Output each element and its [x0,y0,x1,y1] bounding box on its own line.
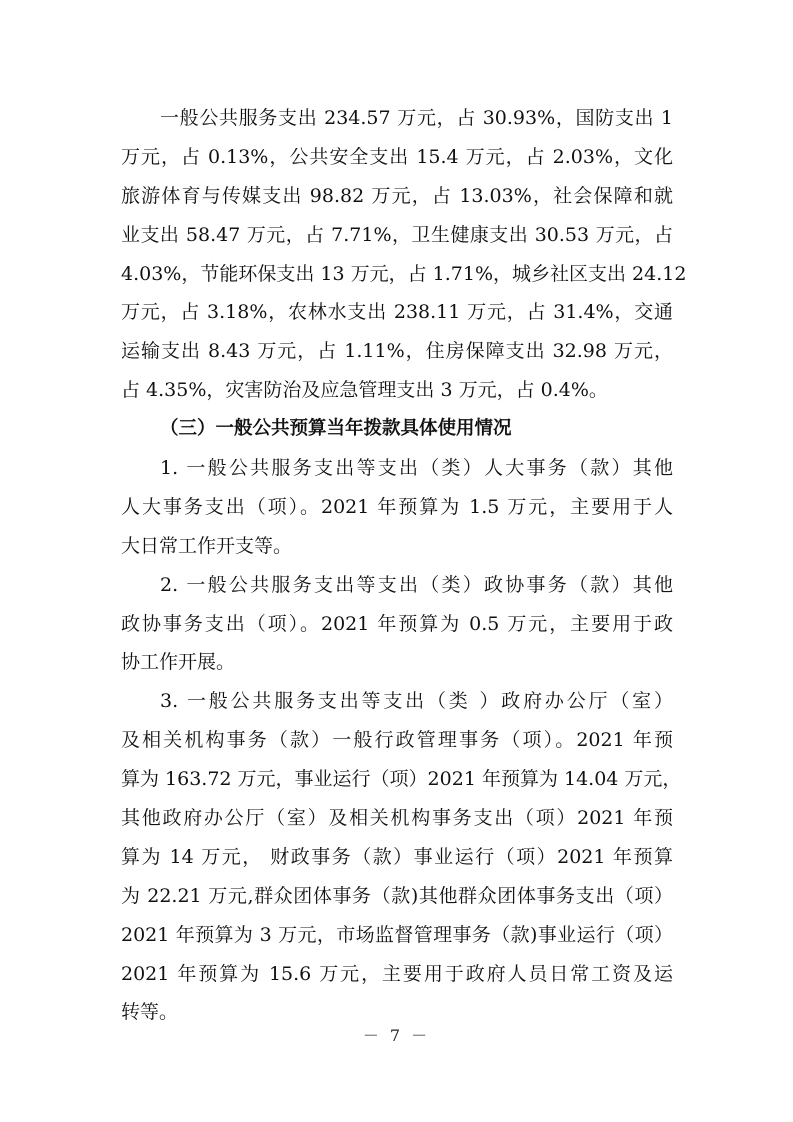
paragraph-line: 运输支出 8.43 万元，占 1.11%，住房保障支出 32.98 万元， [121,340,673,363]
paragraph-line: 算为 163.72 万元，事业运行（项）2021 年预算为 14.04 万元， [121,768,682,791]
paragraph-line: 万元，占 0.13%，公共安全支出 15.4 万元，占 2.03%，文化 [121,145,673,168]
paragraph-line: 为 22.21 万元,群众团体事务（款)其他群众团体事务支出（项） [121,884,673,907]
expenditure-summary-paragraph [121,99,687,410]
paragraph-line: 占 4.35%，灾害防治及应急管理支出 3 万元，占 0.4%。 [121,379,608,402]
paragraph-line: 4.03%，节能环保支出 13 万元，占 1.71%，城乡社区支出 24.12 [121,262,687,285]
paragraph-line: 3. 一般公共服务支出等支出（类 ）政府办公厅（室） [160,690,673,713]
paragraph-line: 万元，占 3.18%，农林水支出 238.11 万元，占 31.4%，交通 [121,301,673,324]
paragraph-line: 1. 一般公共服务支出等支出（类）人大事务（款）其他 [160,457,673,480]
paragraph-line: 及相关机构事务（款）一般行政管理事务（项）。2021 年预 [121,729,673,752]
paragraph-line: 转等。 [121,1001,179,1024]
paragraph-line: 大日常工作开支等。 [121,534,293,557]
paragraph-line: 政协事务支出（项）。2021 年预算为 0.5 万元，主要用于政 [121,612,673,635]
item-1-paragraph [121,449,673,566]
paragraph-line: 2021 年预算为 3 万元，市场监督管理事务（款)事业运行（项） [121,923,673,946]
item-3-paragraph [121,682,682,1032]
paragraph-line: 2. 一般公共服务支出等支出（类）政协事务（款）其他 [160,573,673,596]
paragraph-line: 2021 年预算为 15.6 万元，主要用于政府人员日常工资及运 [121,962,673,985]
paragraph-line: 旅游体育与传媒支出 98.82 万元，占 13.03%，社会保障和就 [121,184,673,207]
section-heading: （三）一般公共预算当年拨款具体使用情况 [160,418,512,440]
item-2-paragraph [121,566,673,683]
paragraph-line: 其他政府办公厅（室）及相关机构事务支出（项）2021 年预 [121,807,673,830]
page-number: － 7 － [362,1026,431,1045]
paragraph-line: 人大事务支出（项）。2021 年预算为 1.5 万元，主要用于人 [121,495,673,518]
paragraph-line: 协工作开展。 [121,651,236,674]
document-body [121,99,687,1032]
paragraph-line: 业支出 58.47 万元，占 7.71%，卫生健康支出 30.53 万元，占 [121,223,673,246]
paragraph-line: 一般公共服务支出 234.57 万元，占 30.93%，国防支出 1 [160,107,673,129]
paragraph-line: 算为 14 万元， 财政事务（款）事业运行（项）2021 年预算 [121,845,673,868]
